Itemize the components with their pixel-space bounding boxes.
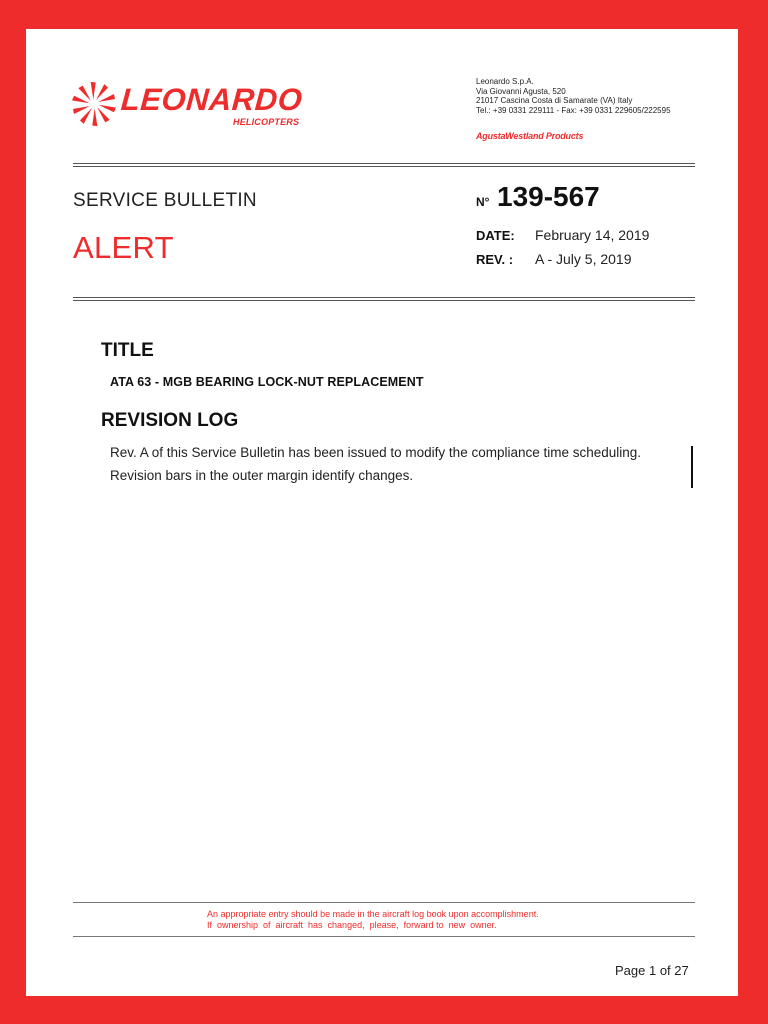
header-divider-bottom xyxy=(73,297,695,301)
alert-label: ALERT xyxy=(73,230,174,265)
revision-bar xyxy=(691,446,693,488)
red-frame-left xyxy=(0,0,26,1024)
address-company: Leonardo S.p.A. xyxy=(476,77,534,86)
rev-label: REV. : xyxy=(476,252,514,267)
red-frame-right xyxy=(738,0,768,1024)
logo-wordmark: LEONARDO xyxy=(119,82,304,117)
revision-log-line: Rev. A of this Service Bulletin has been issued to modify the compliance time scheduling. xyxy=(110,445,642,460)
leonardo-rotor-icon xyxy=(71,81,117,127)
revision-log-line: Revision bars in the outer margin identify changes. xyxy=(110,468,414,483)
footer-note-line: An appropriate entry should be made in the aircraft log book upon accomplishment. xyxy=(207,909,539,919)
footer-divider-bottom xyxy=(73,936,695,937)
address-phone: Tel.: +39 0331 229111 - Fax: +39 0331 229605/222595 xyxy=(476,105,671,115)
page-number: Page 1 of 27 xyxy=(615,963,689,978)
date-value: February 14, 2019 xyxy=(535,227,650,243)
date-label: DATE: xyxy=(476,228,515,243)
address-street: Via Giovanni Agusta, 520 xyxy=(476,86,566,96)
header-divider-top xyxy=(73,163,695,167)
footer-note-line: If ownership of aircraft has changed, please, forward to new owner. xyxy=(207,920,497,930)
logo-division: HELICOPTERS xyxy=(233,117,300,127)
bulletin-number-prefix: N° xyxy=(476,195,490,209)
footer-divider-top xyxy=(73,902,695,903)
bulletin-number: 139-567 xyxy=(497,181,600,212)
title-heading: TITLE xyxy=(101,340,154,361)
title-text: ATA 63 - MGB BEARING LOCK-NUT REPLACEMENT xyxy=(110,375,424,389)
service-bulletin-label: SERVICE BULLETIN xyxy=(73,190,257,211)
leonardo-logo xyxy=(71,81,331,131)
company-address xyxy=(476,77,726,115)
revision-log-heading: REVISION LOG xyxy=(101,410,239,431)
address-city: 21017 Cascina Costa di Samarate (VA) Italy xyxy=(476,96,633,106)
red-frame-top xyxy=(0,0,768,29)
red-frame-bottom xyxy=(0,996,768,1024)
rev-value: A - July 5, 2019 xyxy=(535,251,632,267)
product-line-label: AgustaWestland Products xyxy=(476,131,584,141)
